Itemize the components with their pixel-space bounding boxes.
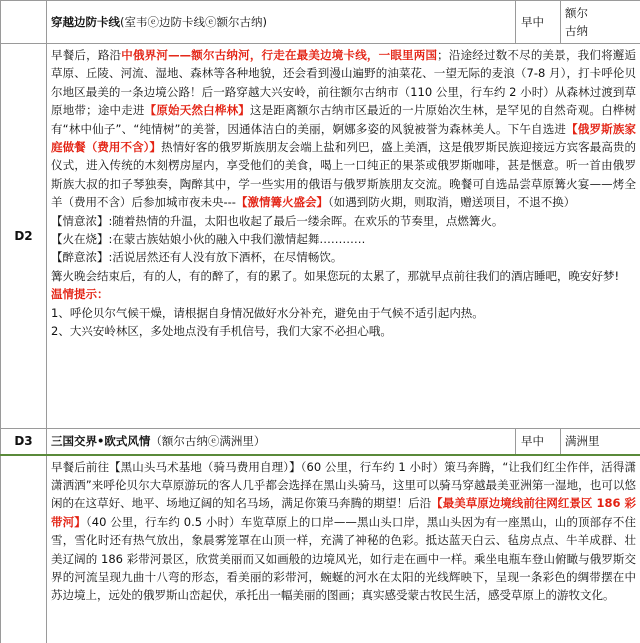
- day-label: D3: [1, 429, 47, 455]
- route-separator: ⓔ: [205, 15, 217, 29]
- day-label: D2: [1, 44, 47, 429]
- text: （如遇到防火期，则取消，赠送项目，不退不换）: [327, 195, 576, 210]
- tip-item: 2、大兴安岭林区，多处地点没有手机信号，我们大家不必担心哦。: [51, 324, 392, 339]
- highlight-text: 【激情篝火盛会】: [235, 195, 328, 210]
- route-separator: ⓔ: [207, 434, 220, 449]
- route-separator: ⓔ: [147, 15, 159, 29]
- route-title-text: 三国交界•欧式风情: [51, 434, 151, 449]
- highlight-text: 中俄界河——额尔古纳河，行走在最美边境卡线，一眼里两国: [121, 48, 438, 62]
- text: 早餐后，路沿: [51, 48, 122, 62]
- label: 【醉意浓】: [51, 250, 109, 265]
- hotel-cell: 满洲里: [561, 429, 640, 455]
- highlight-text: 【最美草原边境线前往网红景区 186 彩带河】: [51, 496, 637, 529]
- text: 这是距离额尔古纳市区最近的一片原始次生林，是罕见的自然奇观。白桦树有“林中仙子”、“纯情树”的美誉，因通体洁白的美丽，婀娜多姿的风貌被誉为森林美人。下午自选进: [51, 103, 637, 136]
- highlight-text: 【俄罗斯族家庭做餐（费用不含）】: [51, 121, 637, 155]
- label: 【火在烧】: [51, 232, 109, 247]
- route-title: [47, 429, 516, 455]
- paragraph: [51, 458, 636, 605]
- day-cell: [1, 1, 47, 44]
- paragraph: [51, 212, 636, 230]
- table-row: [1, 1, 640, 44]
- meal-cell: 早中: [516, 1, 561, 44]
- text: 热情好客的俄罗斯族朋友会端上盐和列巴，盛上美酒，这是俄罗斯民族迎接远方宾客最高贵的仪式，进入传统的木刻楞房屋内，享受他们的美食，喝上一口纯正的果茶或俄罗斯咖啡，甚是惬意。听一首由俄罗斯族大叔的扣子琴独奏，陶醉其中，学一些实用的俄语与俄罗斯族朋友交流。晚餐可自选品尝草原篝火宴——烤全羊（费用不含）后参加城市夜未央---: [51, 140, 637, 210]
- text: :随着热情的升温，太阳也收起了最后一缕余晖。在欢乐的节奏里，点燃篝火。: [108, 213, 504, 228]
- table-row: [1, 455, 640, 643]
- route-title: [47, 1, 516, 44]
- highlight-text: 【原始天然白桦林】: [144, 103, 250, 118]
- paragraph: [51, 230, 636, 248]
- route-subtitle-end: 满洲里）: [219, 434, 266, 449]
- paragraph: [51, 267, 636, 285]
- hotel-name-line1: 额尔: [565, 6, 588, 20]
- label: 【情意浓】: [51, 213, 109, 228]
- text: 篝火晚会结束后，有的人，有的醉了，有的累了。如果您玩的太累了，那就早点前往我们的酒店睡吧，晚安好梦!: [51, 268, 620, 283]
- tip-item: 1、呼伦贝尔气候干燥，请根据自身情况做好水分补充，避免由于气候不适引起内热。: [51, 305, 484, 320]
- table-row: [1, 429, 640, 455]
- hotel-cell: [561, 1, 640, 44]
- text: :在蒙古族姑娘小伙的融入中我们激情起舞…………: [108, 232, 366, 247]
- text: 早餐后前往【黑山头马术基地（骑马费用自理）】（60 公里，行车约 1 小时）策马奔腾，“让我们红尘作伴，活得潇潇洒洒”来呼伦贝尔大草原游玩的客人几乎都会选择在黑山头骑马，这里可以骑马穿越最美亚洲第一湿地，也可以悠闲的在这草好、地平、场地辽阔的知名马场，满足你策马奔腾的期望！后沿: [51, 459, 636, 511]
- paragraph: [51, 46, 636, 212]
- route-subtitle-mid: 边防卡线: [159, 15, 205, 29]
- day-content: [47, 455, 640, 643]
- table-row: [1, 44, 640, 429]
- text: （40 公里，行车约 0.5 小时）车览草原上的口岸——黑山头口岸，黑山头因为有一座黑山，山的顶部存不住雪，雪化时还有热气放出，象晨雾笼罩在山顶一样，充满了神秘的色彩。抵达蓝天白云、毡房点点、牛羊成群、壮美辽阔的 186 彩带河景区，欣赏美丽而又如画般的边境风光，如行走在画中一样。乘坐电瓶车登山俯瞰与俄罗斯交界的河流呈现九曲十八弯的形态，看美丽的彩带河，蜿蜒的河水在太阳的光线辉映下，呈现一条彩色的绸带摆在中苏边境上，远处的俄罗斯山峦起伏，承托出一幅美丽的图画；真实感受蒙古牧民生活，感受草原上的游牧文化。: [51, 514, 637, 603]
- text: :活说居然还有人没有放下酒杯，在尽情畅饮。: [108, 250, 343, 265]
- hotel-name-line2: 古纳: [565, 24, 588, 38]
- paragraph: [51, 248, 636, 266]
- day-content: [47, 44, 640, 429]
- route-title-text: 穿越边防卡线: [51, 15, 120, 29]
- route-subtitle: (室韦: [120, 15, 148, 29]
- meal-cell: 早中: [516, 429, 561, 455]
- warm-tips-title: 温情提示：: [51, 287, 109, 302]
- day-cell: [1, 455, 47, 643]
- route-subtitle: （额尔古纳: [150, 434, 208, 449]
- route-subtitle-end: 额尔古纳): [216, 15, 267, 29]
- text: ；沿途经过数不尽的美景，我们将邂逅草原、丘陵、河流、湿地、森林等各种地貌，还会看到漫山遍野的油菜花、一望无际的麦浪（7-8 月），打卡呼伦贝尔地区最美的一条边境公路！后一路穿越大兴安岭，前往额尔古纳市（110 公里，行车约 2 小时）从森林过渡到草原地带；途中走进: [51, 48, 637, 118]
